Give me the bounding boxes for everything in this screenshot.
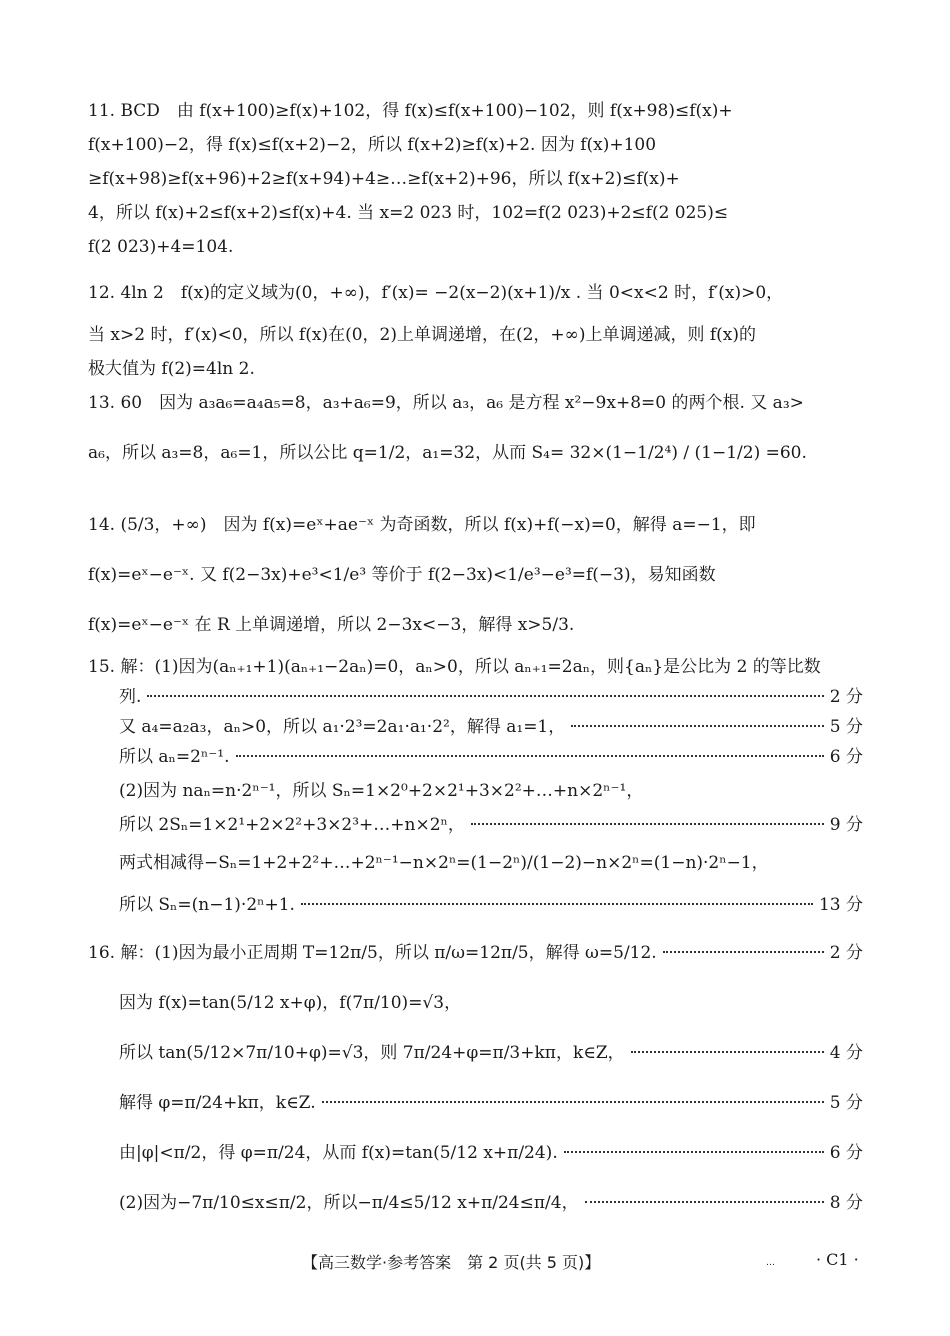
score: 13 分 — [818, 895, 863, 915]
score: 2 分 — [829, 687, 863, 707]
text-line: 因为 f(x)=tan(5/12 x+φ)，f(7π/10)=√3， — [119, 993, 462, 1013]
dot-leader — [663, 950, 824, 953]
score: 9 分 — [829, 815, 863, 835]
score: 4 分 — [829, 1043, 863, 1063]
footer-mark: … — [766, 1258, 775, 1268]
text-line: f(x)=eˣ−e⁻ˣ 在 R 上单调递增，所以 2−3x<−3，解得 x>5/3. — [88, 615, 575, 635]
dot-leader — [147, 694, 823, 697]
text-line: f(x)=eˣ−e⁻ˣ. 又 f(2−3x)+e³<1/e³ 等价于 f(2−3x)<1/e³−e³=f(−3)，易知函数 — [88, 565, 716, 585]
dot-leader — [564, 1150, 824, 1153]
scored-line: 解得 φ=π/24+kπ，k∈Z. 5 分 — [88, 1080, 863, 1126]
scored-line: 所以 aₙ=2ⁿ⁻¹. 6 分 — [88, 742, 863, 772]
score: 8 分 — [829, 1193, 863, 1213]
score: 6 分 — [829, 1143, 863, 1163]
text-line: 4，所以 f(x)+2≤f(x+2)≤f(x)+4. 当 x=2 023 时，102=f(2 023)+2≤f(2 025)≤ — [88, 203, 729, 223]
text-line: ≥f(x+98)≥f(x+96)+2≥f(x+94)+4≥…≥f(x+2)+96，所以 f(x+2)≤f(x)+ — [88, 169, 680, 189]
text-line: 当 x>2 时，f′(x)<0，所以 f(x)在(0，2)上单调递增，在(2，+∞)上单调递减，则 f(x)的 — [88, 325, 756, 345]
text-line: 14. (5/3，+∞) 因为 f(x)=eˣ+ae⁻ˣ 为奇函数，所以 f(x)+f(−x)=0，解得 a=−1，即 — [88, 515, 756, 535]
score: 6 分 — [829, 747, 863, 767]
scored-line: 所以 2Sₙ=1×2¹+2×2²+3×2³+…+n×2ⁿ， 9 分 — [88, 810, 863, 840]
text-line: (2)因为 naₙ=n·2ⁿ⁻¹，所以 Sₙ=1×2⁰+2×2¹+3×2²+…+n×2ⁿ⁻¹， — [119, 781, 644, 801]
text-line: 极大值为 f(2)=4ln 2. — [88, 359, 255, 379]
scored-line: 列. 2 分 — [88, 682, 863, 712]
text-line: 12. 4ln 2 f(x)的定义域为(0，+∞)，f′(x)= −2(x−2)(x+1)/x . 当 0<x<2 时，f′(x)>0， — [88, 283, 784, 303]
scored-line: 又 a₄=a₂a₃，aₙ>0，所以 a₁·2³=2a₁·a₁·2²，解得 a₁=1， 5 分 — [88, 712, 863, 742]
scored-line: 所以 Sₙ=(n−1)·2ⁿ+1. 13 分 — [88, 890, 863, 920]
dot-leader — [631, 1050, 824, 1053]
dot-leader — [585, 1200, 824, 1203]
problem-13 — [88, 388, 863, 488]
score: 2 分 — [829, 943, 863, 963]
scored-line: (2)因为−7π/10≤x≤π/2，所以−π/4≤5/12 x+π/24≤π/4， 8 分 — [88, 1180, 863, 1226]
text-line: 15. 解：(1)因为(aₙ₊₁+1)(aₙ₊₁−2aₙ)=0，aₙ>0，所以 aₙ₊₁=2aₙ，则{aₙ}是公比为 2 的等比数 — [88, 657, 821, 677]
text-line: f(x+100)−2，得 f(x)≤f(x+2)−2，所以 f(x+2)≥f(x)+2. 因为 f(x)+100 — [88, 135, 657, 155]
text-line: 11. BCD 由 f(x+100)≥f(x)+102，得 f(x)≤f(x+100)−102，则 f(x+98)≤f(x)+ — [88, 101, 733, 121]
problem-11 — [88, 96, 863, 262]
text-line: 13. 60 因为 a₃a₆=a₄a₅=8，a₃+a₆=9，所以 a₃，a₆ 是方程 x²−9x+8=0 的两个根. 又 a₃> — [88, 393, 804, 413]
text-line: f(2 023)+4=104. — [88, 237, 234, 257]
score: 5 分 — [829, 1093, 863, 1113]
dot-leader — [571, 724, 824, 727]
text-line: a₆，所以 a₃=8，a₆=1，所以公比 q=1/2，a₁=32，从而 S₄= 32×(1−1/2⁴) / (1−1/2) =60. — [88, 443, 807, 463]
problem-14 — [88, 502, 863, 648]
answer-document — [88, 96, 863, 1226]
scored-line: 由|φ|<π/2，得 φ=π/24，从而 f(x)=tan(5/12 x+π/24). 6 分 — [88, 1130, 863, 1176]
dot-leader — [471, 822, 824, 825]
problem-12 — [88, 270, 863, 384]
dot-leader — [322, 1100, 824, 1103]
text-line: 两式相减得−Sₙ=1+2+2²+…+2ⁿ⁻¹−n×2ⁿ=(1−2ⁿ)/(1−2)−n×2ⁿ=(1−n)·2ⁿ−1， — [119, 853, 769, 873]
dot-leader — [236, 754, 824, 757]
score: 5 分 — [829, 717, 863, 737]
footer-code: · C1 · — [816, 1250, 859, 1269]
problem-16 — [88, 930, 863, 1226]
scored-line: 所以 tan(5/12×7π/10+φ)=√3，则 7π/24+φ=π/3+kπ，k∈Z， 4 分 — [88, 1030, 863, 1076]
problem-15 — [88, 652, 863, 920]
footer-title: 【高三数学·参考答案 第 2 页(共 5 页)】 — [302, 1253, 601, 1272]
dot-leader — [301, 902, 813, 905]
scored-line: 16. 解：(1)因为最小正周期 T=12π/5，所以 π/ω=12π/5，解得 ω=5/12. 2 分 — [88, 930, 863, 976]
